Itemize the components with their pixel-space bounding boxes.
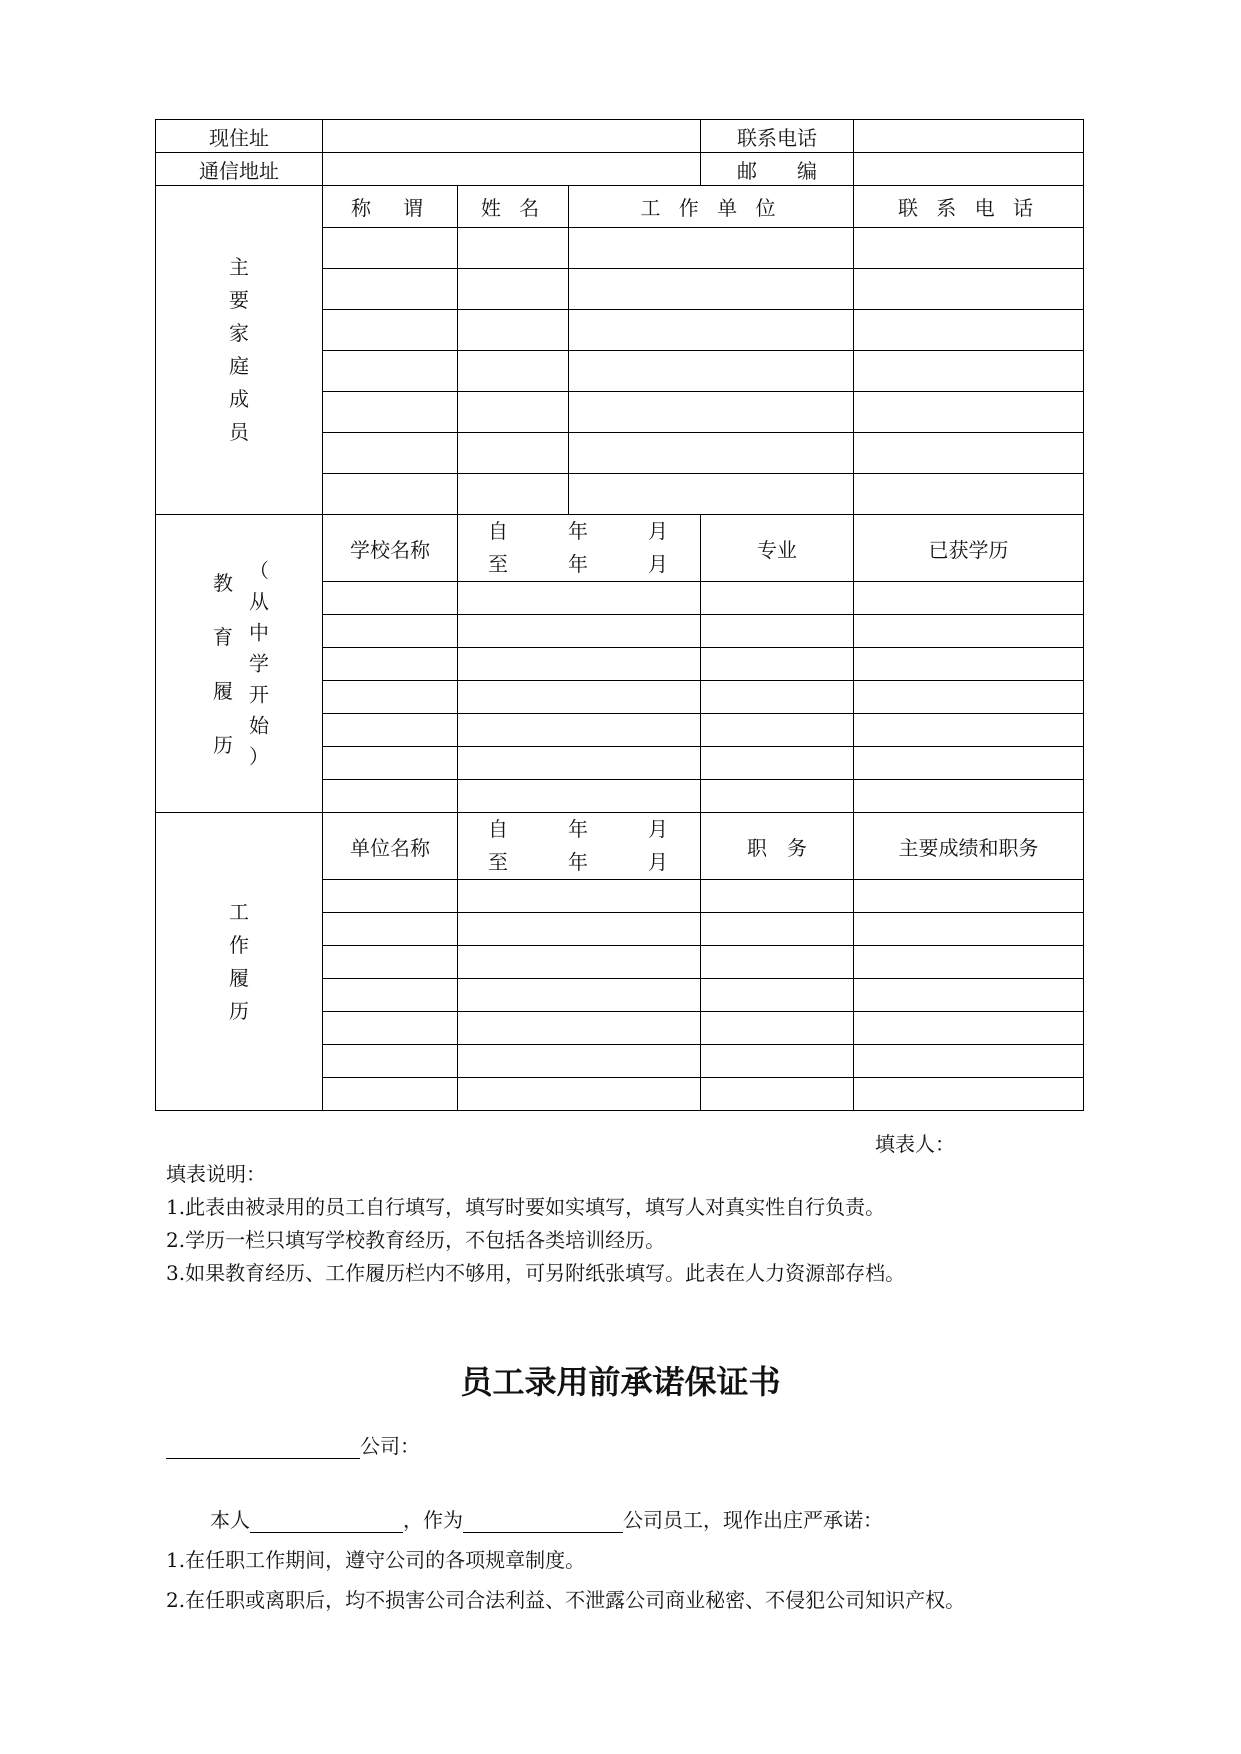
- education-vertical-sublabel: [248, 555, 270, 772]
- family-name-cell[interactable]: [458, 228, 569, 269]
- education-dates-cell[interactable]: [458, 780, 701, 813]
- work-position-cell[interactable]: [701, 880, 854, 913]
- as-text: ，作为: [403, 1508, 463, 1532]
- education-school-cell[interactable]: [323, 780, 458, 813]
- work-company-cell[interactable]: [323, 1045, 458, 1078]
- employee-suffix: 公司员工，现作出庄严承诺：: [623, 1508, 883, 1532]
- education-major-cell[interactable]: [701, 681, 854, 714]
- family-workplace-cell[interactable]: [569, 474, 854, 515]
- education-vertical-label: [212, 556, 234, 772]
- work-header-position: 职 务: [701, 813, 854, 880]
- work-company-cell[interactable]: [323, 880, 458, 913]
- family-phone-cell[interactable]: [854, 474, 1084, 515]
- work-dates-cell[interactable]: [458, 979, 701, 1012]
- education-section-label: [156, 515, 323, 813]
- notes-item-2: 2.学历一栏只填写学校教育经历，不包括各类培训经历。: [166, 1228, 666, 1252]
- family-relation-cell[interactable]: [323, 392, 458, 433]
- education-degree-cell[interactable]: [854, 615, 1084, 648]
- pledge-title: 员工录用前承诺保证书: [460, 1363, 781, 1401]
- contact-phone-field[interactable]: [854, 120, 1084, 153]
- work-label-char: 工: [229, 899, 249, 924]
- education-dates-cell[interactable]: [458, 714, 701, 747]
- education-degree-cell[interactable]: [854, 714, 1084, 747]
- work-achievements-cell[interactable]: [854, 1045, 1084, 1078]
- work-date-from: 自 年 月: [488, 817, 668, 841]
- education-sublabel-char: 中: [249, 620, 269, 644]
- family-name-cell[interactable]: [458, 351, 569, 392]
- employer-name-blank[interactable]: [463, 1510, 623, 1533]
- education-major-cell[interactable]: [701, 648, 854, 681]
- education-dates-cell[interactable]: [458, 582, 701, 615]
- education-sublabel-char: ）: [249, 744, 269, 768]
- family-phone-cell[interactable]: [854, 433, 1084, 474]
- education-major-cell[interactable]: [701, 780, 854, 813]
- education-school-cell[interactable]: [323, 615, 458, 648]
- education-school-cell[interactable]: [323, 582, 458, 615]
- education-degree-cell[interactable]: [854, 681, 1084, 714]
- family-workplace-cell[interactable]: [569, 433, 854, 474]
- education-major-cell[interactable]: [701, 582, 854, 615]
- fill-instructions: [166, 1158, 905, 1290]
- work-achievements-cell[interactable]: [854, 880, 1084, 913]
- education-label-char: 育: [213, 624, 233, 649]
- family-workplace-cell[interactable]: [569, 269, 854, 310]
- notes-title: 填表说明：: [166, 1162, 266, 1186]
- company-suffix: 公司：: [360, 1434, 420, 1458]
- work-company-cell[interactable]: [323, 913, 458, 946]
- postcode-label: 邮 编: [701, 153, 854, 186]
- work-dates-cell[interactable]: [458, 880, 701, 913]
- education-header-major: 专业: [701, 515, 854, 582]
- family-name-cell[interactable]: [458, 474, 569, 515]
- postcode-field[interactable]: [854, 153, 1084, 186]
- family-relation-cell[interactable]: [323, 228, 458, 269]
- family-section-label: [156, 186, 323, 515]
- education-degree-cell[interactable]: [854, 648, 1084, 681]
- mailing-address-field[interactable]: [323, 153, 701, 186]
- mailing-address-label: 通信地址: [156, 153, 323, 186]
- family-name-cell[interactable]: [458, 269, 569, 310]
- work-position-cell[interactable]: [701, 913, 854, 946]
- education-sublabel-char: 学: [249, 651, 269, 675]
- education-major-cell[interactable]: [701, 747, 854, 780]
- current-address-field[interactable]: [323, 120, 701, 153]
- education-label-char: 历: [213, 732, 233, 757]
- work-position-cell[interactable]: [701, 1078, 854, 1111]
- education-date-from: 自 年 月: [488, 519, 668, 543]
- education-degree-cell[interactable]: [854, 582, 1084, 615]
- promise-item-1: 1.在任职工作期间，遵守公司的各项规章制度。: [166, 1548, 586, 1572]
- work-position-cell[interactable]: [701, 946, 854, 979]
- education-header-dates: [458, 515, 701, 582]
- education-label-char: 履: [213, 678, 233, 703]
- work-dates-cell[interactable]: [458, 1012, 701, 1045]
- self-prefix: 本人: [210, 1508, 250, 1532]
- family-label-char: 家: [229, 321, 249, 345]
- work-header-company: 单位名称: [323, 813, 458, 880]
- work-company-cell[interactable]: [323, 979, 458, 1012]
- promise-item-2: 2.在任职或离职后，均不损害公司合法利益、不泄露公司商业秘密、不侵犯公司知识产权。: [166, 1588, 966, 1612]
- family-label-char: 主: [229, 255, 249, 279]
- education-date-to: 至 年 月: [488, 552, 668, 576]
- education-header-row: [156, 515, 1084, 582]
- family-header-phone: 联 系 电 话: [854, 186, 1084, 228]
- family-label-char: 员: [229, 420, 249, 444]
- family-relation-cell[interactable]: [323, 351, 458, 392]
- family-phone-cell[interactable]: [854, 351, 1084, 392]
- education-degree-cell[interactable]: [854, 780, 1084, 813]
- education-dates-cell[interactable]: [458, 747, 701, 780]
- education-dates-cell[interactable]: [458, 681, 701, 714]
- work-dates-cell[interactable]: [458, 1045, 701, 1078]
- family-phone-cell[interactable]: [854, 228, 1084, 269]
- work-company-cell[interactable]: [323, 1012, 458, 1045]
- work-achievements-cell[interactable]: [854, 979, 1084, 1012]
- family-workplace-cell[interactable]: [569, 392, 854, 433]
- family-phone-cell[interactable]: [854, 310, 1084, 351]
- person-name-blank[interactable]: [250, 1510, 403, 1533]
- family-header-name: 姓 名: [458, 186, 569, 228]
- work-position-cell[interactable]: [701, 979, 854, 1012]
- contact-phone-label: 联系电话: [701, 120, 854, 153]
- family-name-cell[interactable]: [458, 392, 569, 433]
- family-workplace-cell[interactable]: [569, 351, 854, 392]
- work-section-label: [156, 813, 323, 1111]
- employee-info-table: [155, 119, 1084, 1111]
- company-name-blank[interactable]: [166, 1436, 360, 1459]
- work-achievements-cell[interactable]: [854, 1078, 1084, 1111]
- education-label-char: 教: [213, 570, 233, 595]
- work-dates-cell[interactable]: [458, 1078, 701, 1111]
- education-major-cell[interactable]: [701, 714, 854, 747]
- family-workplace-cell[interactable]: [569, 228, 854, 269]
- family-name-cell[interactable]: [458, 433, 569, 474]
- education-sublabel-char: 从: [249, 589, 269, 613]
- family-label-char: 成: [229, 387, 249, 411]
- work-achievements-cell[interactable]: [854, 946, 1084, 979]
- company-line: [166, 1430, 420, 1459]
- work-dates-cell[interactable]: [458, 913, 701, 946]
- work-header-dates: [458, 813, 701, 880]
- work-achievements-cell[interactable]: [854, 1012, 1084, 1045]
- work-achievements-cell[interactable]: [854, 913, 1084, 946]
- family-phone-cell[interactable]: [854, 392, 1084, 433]
- education-school-cell[interactable]: [323, 648, 458, 681]
- family-relation-cell[interactable]: [323, 310, 458, 351]
- work-label-char: 作: [229, 932, 249, 957]
- work-header-achievements: 主要成绩和职务: [854, 813, 1084, 880]
- work-header-row: [156, 813, 1084, 880]
- family-header-workplace: 工 作 单 位: [569, 186, 854, 228]
- education-header-degree: 已获学历: [854, 515, 1084, 582]
- education-dates-cell[interactable]: [458, 648, 701, 681]
- education-sublabel-char: 开: [249, 682, 269, 706]
- work-vertical-label: [228, 896, 250, 1028]
- notes-item-1: 1.此表由被录用的员工自行填写，填写时要如实填写，填写人对真实性自行负责。: [166, 1195, 886, 1219]
- family-relation-cell[interactable]: [323, 433, 458, 474]
- work-dates-cell[interactable]: [458, 946, 701, 979]
- education-school-cell[interactable]: [323, 714, 458, 747]
- education-major-cell[interactable]: [701, 615, 854, 648]
- education-sublabel-char: （: [249, 558, 269, 582]
- education-school-cell[interactable]: [323, 681, 458, 714]
- work-label-char: 履: [229, 965, 249, 990]
- work-date-to: 至 年 月: [488, 850, 668, 874]
- current-address-label: 现住址: [156, 120, 323, 153]
- family-name-cell[interactable]: [458, 310, 569, 351]
- family-phone-cell[interactable]: [854, 269, 1084, 310]
- family-relation-cell[interactable]: [323, 474, 458, 515]
- family-label-char: 庭: [229, 354, 249, 378]
- family-header-relation: 称 谓: [323, 186, 458, 228]
- promise-line: [210, 1504, 883, 1533]
- notes-item-3: 3.如果教育经历、工作履历栏内不够用，可另附纸张填写。此表在人力资源部存档。: [166, 1261, 906, 1285]
- work-label-char: 历: [229, 998, 249, 1023]
- family-workplace-cell[interactable]: [569, 310, 854, 351]
- education-header-school: 学校名称: [323, 515, 458, 582]
- work-position-cell[interactable]: [701, 1012, 854, 1045]
- education-school-cell[interactable]: [323, 747, 458, 780]
- work-company-cell[interactable]: [323, 946, 458, 979]
- education-dates-cell[interactable]: [458, 615, 701, 648]
- education-degree-cell[interactable]: [854, 747, 1084, 780]
- education-sublabel-char: 始: [249, 713, 269, 737]
- promise-items: [166, 1540, 965, 1620]
- signer-label: 填表人：: [875, 1132, 955, 1156]
- family-label-char: 要: [229, 288, 249, 312]
- work-company-cell[interactable]: [323, 1078, 458, 1111]
- family-vertical-label: [228, 251, 250, 449]
- work-position-cell[interactable]: [701, 1045, 854, 1078]
- family-relation-cell[interactable]: [323, 269, 458, 310]
